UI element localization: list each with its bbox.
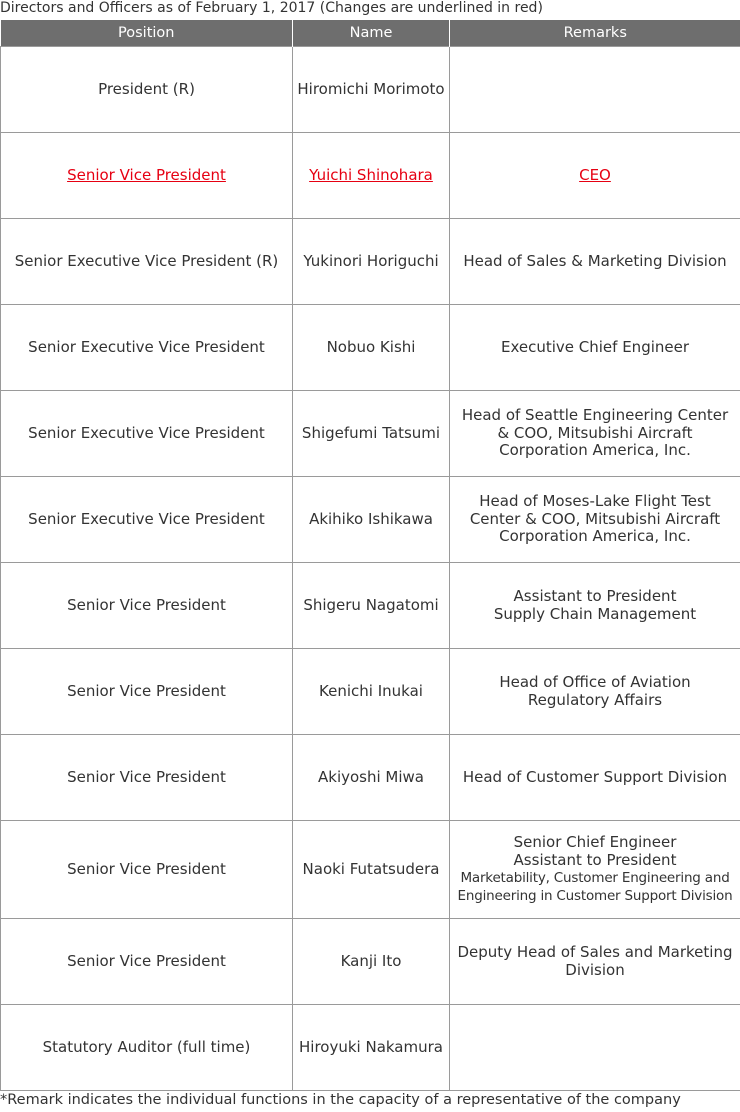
remarks-line: Head of Seattle Engineering Center: [461, 406, 729, 425]
position-cell: [1, 133, 293, 219]
remarks-cell: Executive Chief Engineer: [450, 305, 740, 391]
position-cell: Senior Executive Vice President: [1, 391, 293, 477]
name-cell: Nobuo Kishi: [293, 305, 450, 391]
name-cell: [293, 133, 450, 219]
changed-remarks-text: CEO: [579, 165, 611, 184]
remarks-line: Regulatory Affairs: [527, 690, 663, 709]
position-cell: Senior Vice President: [1, 919, 293, 1005]
table-row-changed: [1, 133, 740, 219]
remarks-cell: [450, 477, 740, 563]
position-cell: President (R): [1, 47, 293, 133]
table-row: [1, 735, 740, 821]
remarks-cell: [450, 649, 740, 735]
name-cell: Hiroyuki Nakamura: [293, 1005, 450, 1091]
remarks-line: Corporation America, Inc.: [499, 527, 691, 546]
table-row: [1, 305, 740, 391]
name-cell: Kenichi Inukai: [293, 649, 450, 735]
table-row: [1, 47, 740, 133]
remarks-line: Center & COO, Mitsubishi Aircraft: [469, 509, 721, 528]
remarks-line: Corporation America, Inc.: [499, 441, 691, 460]
position-cell: Senior Vice President: [1, 563, 293, 649]
remarks-line: Supply Chain Management: [493, 604, 697, 623]
position-cell: Senior Executive Vice President: [1, 305, 293, 391]
remarks-cell: Head of Customer Support Division: [450, 735, 740, 821]
remarks-line: Assistant to President: [513, 850, 677, 869]
table-row: [1, 1005, 740, 1091]
table-row: [1, 477, 740, 563]
remarks-line: Deputy Head of Sales and Marketing: [457, 942, 733, 961]
remarks-line: Division: [565, 960, 625, 979]
remarks-cell: [450, 919, 740, 1005]
remarks-line: Senior Chief Engineer: [513, 832, 677, 851]
officers-table: [0, 20, 740, 1091]
remarks-cell: [450, 47, 740, 133]
remarks-cell: [450, 821, 740, 919]
position-cell: Senior Executive Vice President (R): [1, 219, 293, 305]
remarks-cell: [450, 391, 740, 477]
remarks-line-small: Marketability, Customer Engineering and: [460, 870, 730, 887]
position-cell: Senior Vice President: [1, 649, 293, 735]
footnote: *Remark indicates the individual functions in the capacity of a representative of the company: [0, 1092, 681, 1108]
table-row: [1, 219, 740, 305]
changed-name-text: Yuichi Shinohara: [309, 165, 433, 184]
name-cell: Hiromichi Morimoto: [293, 47, 450, 133]
remarks-cell: [450, 133, 740, 219]
name-cell: Naoki Futatsudera: [293, 821, 450, 919]
remarks-line: Assistant to President: [513, 586, 677, 605]
table-header-row: [1, 20, 740, 47]
remarks-cell: [450, 1005, 740, 1091]
table-row: [1, 391, 740, 477]
remarks-line: Head of Moses-Lake Flight Test: [479, 492, 711, 511]
name-cell: Shigeru Nagatomi: [293, 563, 450, 649]
name-cell: Akihiko Ishikawa: [293, 477, 450, 563]
remarks-cell: [450, 563, 740, 649]
remarks-line: Head of Office of Aviation: [499, 672, 691, 691]
position-cell: Senior Executive Vice President: [1, 477, 293, 563]
remarks-cell: Head of Sales & Marketing Division: [450, 219, 740, 305]
table-caption: Directors and Officers as of February 1, 2017 (Changes are underlined in red): [0, 0, 543, 16]
changed-position-text: Senior Vice President: [67, 165, 226, 184]
header-position: Position: [1, 20, 293, 47]
table-row: [1, 919, 740, 1005]
name-cell: Kanji Ito: [293, 919, 450, 1005]
name-cell: Yukinori Horiguchi: [293, 219, 450, 305]
header-name: Name: [293, 20, 450, 47]
table-row: [1, 649, 740, 735]
remarks-line: & COO, Mitsubishi Aircraft: [497, 423, 693, 442]
position-cell: Senior Vice President: [1, 735, 293, 821]
position-cell: Statutory Auditor (full time): [1, 1005, 293, 1091]
name-cell: Akiyoshi Miwa: [293, 735, 450, 821]
name-cell: Shigefumi Tatsumi: [293, 391, 450, 477]
remarks-line-small: Engineering in Customer Support Division: [457, 888, 733, 905]
table-row: [1, 563, 740, 649]
position-cell: Senior Vice President: [1, 821, 293, 919]
header-remarks: Remarks: [450, 20, 740, 47]
table-row: [1, 821, 740, 919]
